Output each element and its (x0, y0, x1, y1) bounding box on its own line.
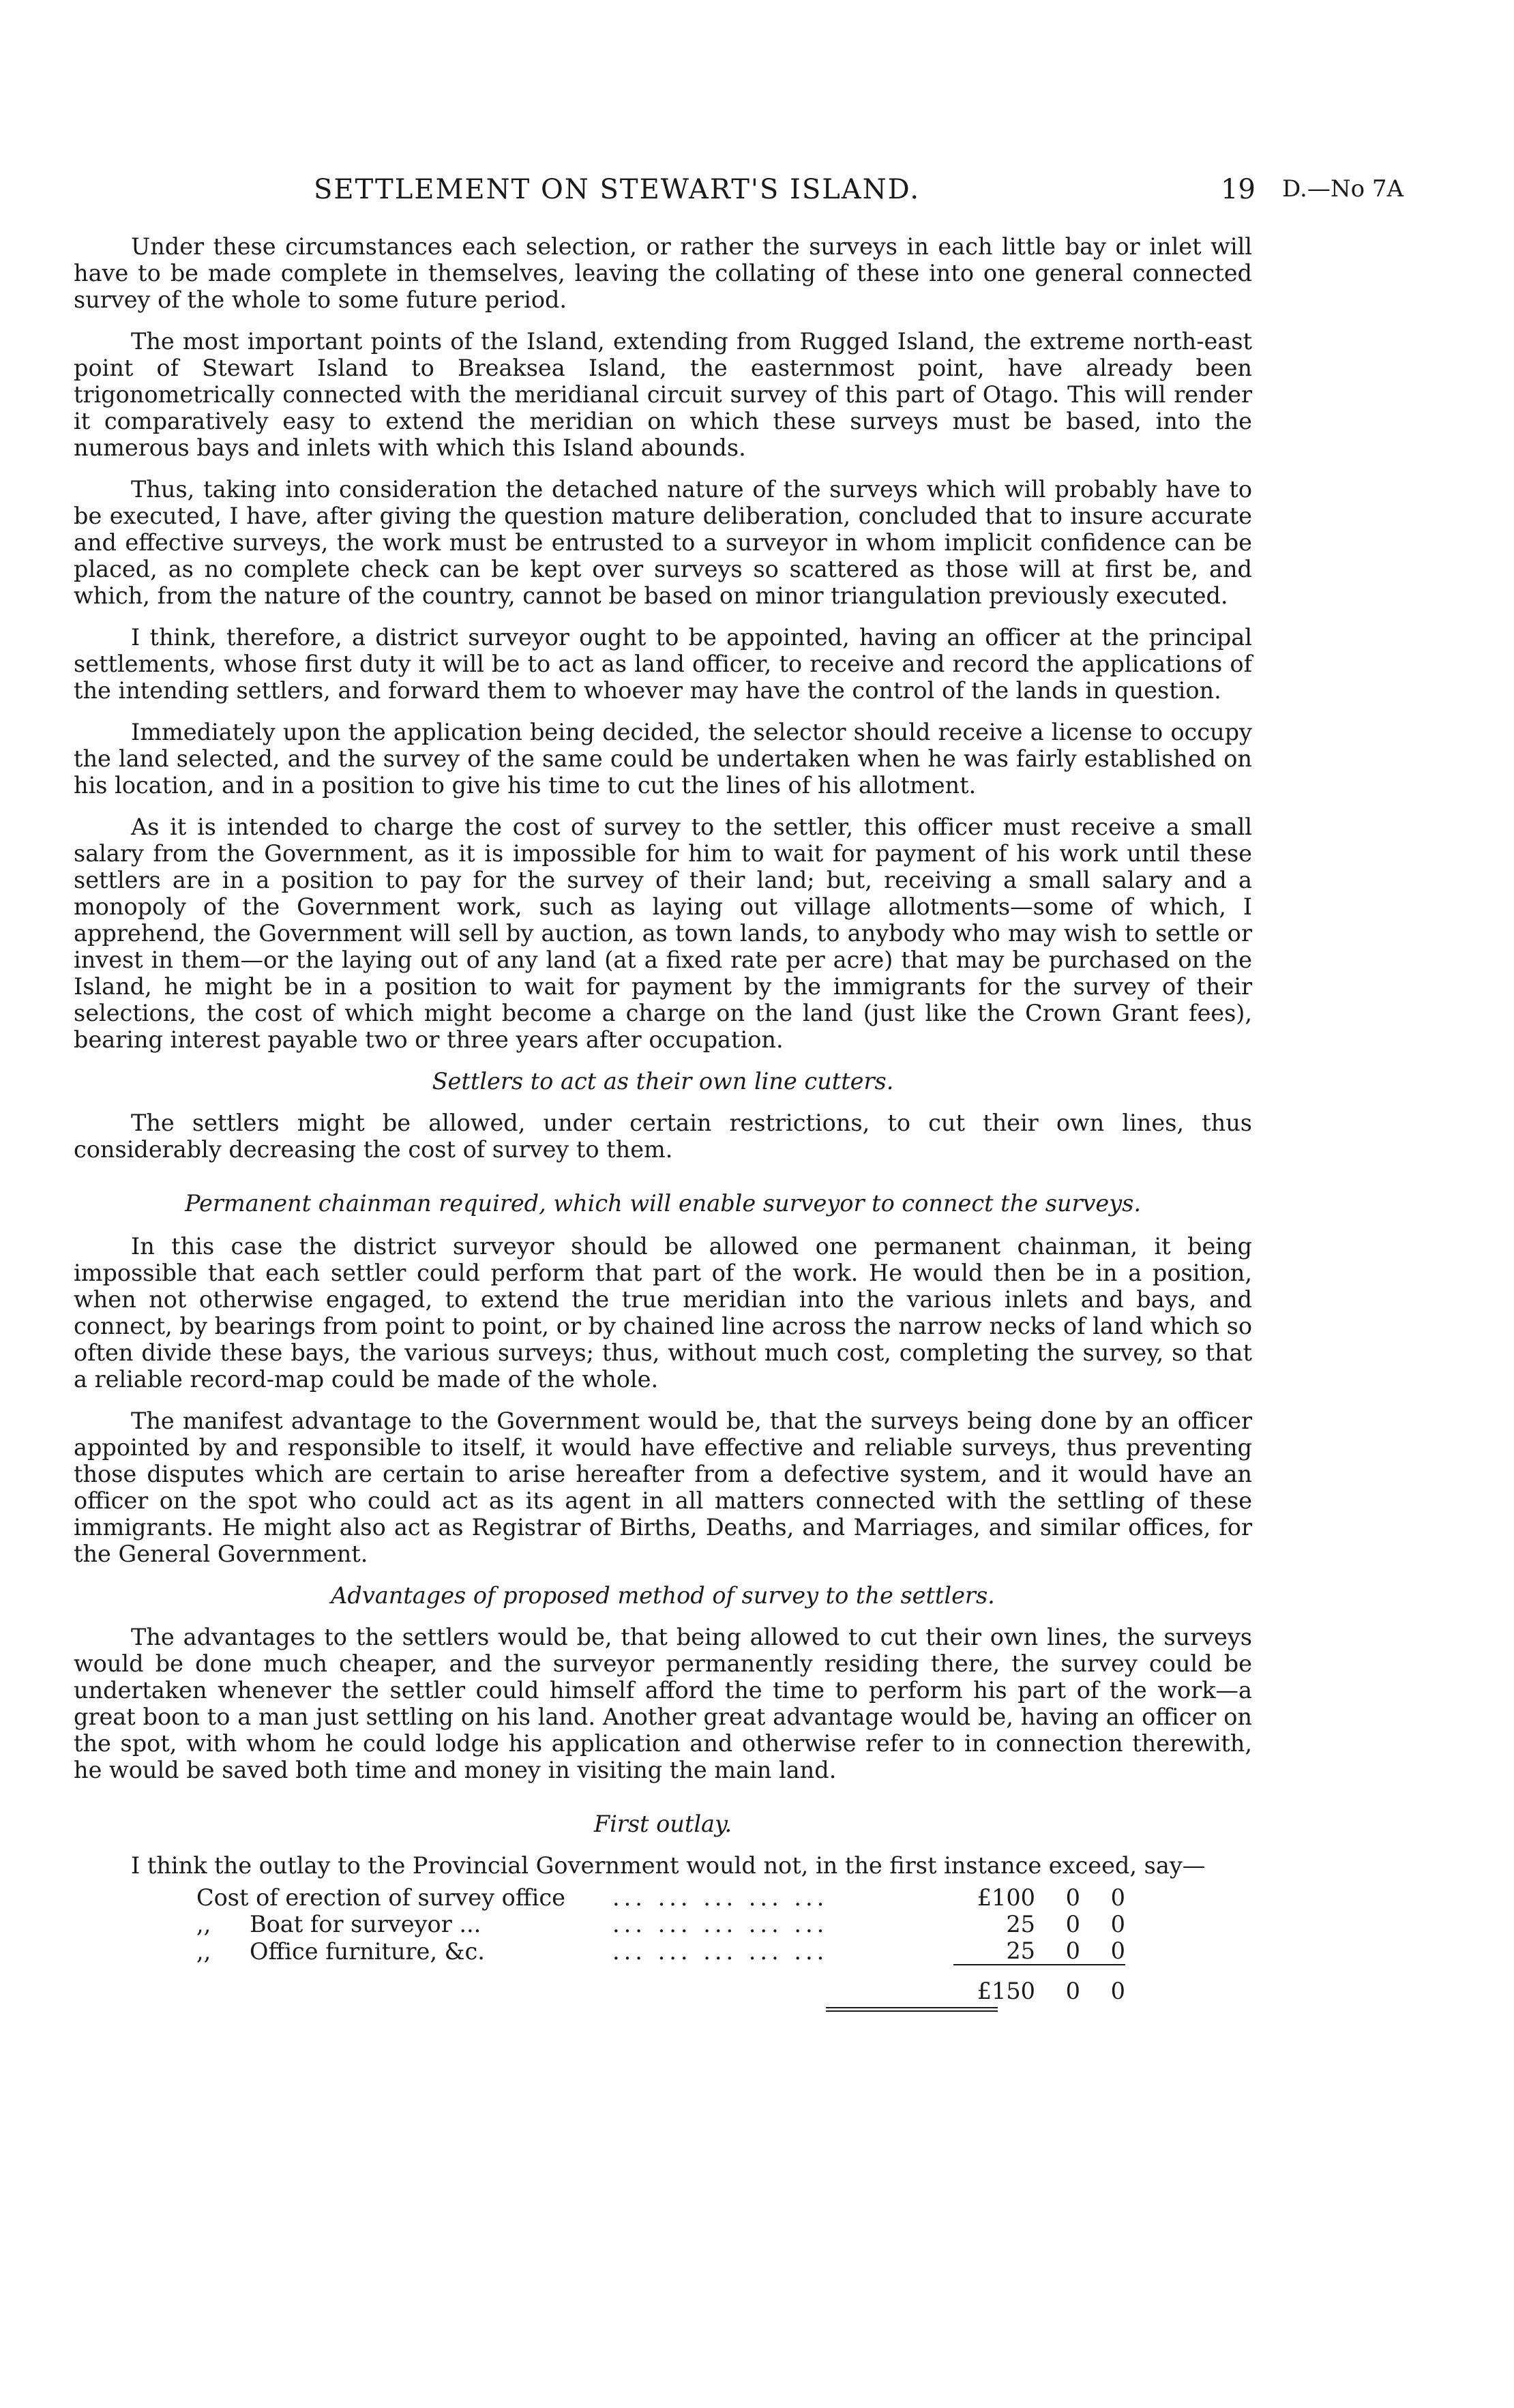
amount-shillings: 0 (1065, 1911, 1080, 1937)
amount-pounds: 25 (1006, 1911, 1035, 1937)
leader-dots: ... ... ... ... ... (612, 1938, 829, 1965)
amount-shillings: 0 (1065, 1937, 1080, 1964)
paragraph: In this case the district surveyor should be allowed one permanent chainman, it being impossible that each settler could perform that part of the work. He would then be in a position, when not otherwise engaged, to extend the true meridian into the various inlets and bays, and connect, by bearings from point to point, or by chained line across the narrow necks of land which so often divide these bays, the various surveys; thus, without much cost, completing the survey, so that a reliable record-map could be made of the whole. (74, 1233, 1252, 1393)
outlay-row (196, 1911, 1125, 1937)
total-pence: 0 (1080, 1965, 1125, 2004)
paragraph: The settlers might be allowed, under certain restrictions, to cut their own lines, thus considerably decreasing the cost of survey to them. (74, 1110, 1252, 1163)
outlay-total-row (196, 1965, 1125, 2004)
amount-pence: 0 (1110, 1937, 1125, 1964)
outlay-table (196, 1884, 1125, 2004)
document-body (74, 233, 1252, 2012)
paragraph: The manifest advantage to the Government would be, that the surveys being done by an officer appointed by and responsible to itself, it would have effective and reliable surveys, thus preventing those disputes which are certain to arise hereafter from a defective system, and it would have an officer on the spot who could act as its agent in all matters connected with the settling of these immigrants. He might also act as Registrar of Births, Deaths, and Marriages, and similar offices, for the General Government. (74, 1408, 1252, 1567)
section-heading: Advantages of proposed method of survey to the settlers. (331, 1582, 995, 1609)
amount-pence: 0 (1110, 1884, 1125, 1911)
amount-pence: 0 (1110, 1911, 1125, 1937)
outlay-intro: I think the outlay to the Provincial Government would not, in the first instance exceed, say— (131, 1852, 1206, 1879)
total-pounds: £150 (953, 1965, 1035, 2004)
section-heading: Permanent chainman required, which will enable surveyor to connect the surveys. (185, 1190, 1141, 1217)
paragraph: Under these circumstances each selection, or rather the surveys in each little bay or inlet will have to be made complete in themselves, leaving the collating of these into one general connected survey of the whole to some future period. (74, 233, 1252, 313)
outlay-row (196, 1884, 1125, 1911)
running-title: SETTLEMENT ON STEWART'S ISLAND. (314, 174, 921, 205)
paragraph: I think, therefore, a district surveyor ought to be appointed, having an officer at the principal settlements, whose first duty it will be to act as land officer, to receive and record the applications of the intending settlers, and forward them to whoever may have the control of the lands in question. (74, 624, 1252, 704)
document-reference: D.—No 7A (1282, 175, 1404, 203)
outlay-row (196, 1937, 1125, 1965)
amount-pounds: £100 (977, 1884, 1035, 1911)
paragraph: As it is intended to charge the cost of survey to the settler, this officer must receive a small salary from the Government, as it is impossible for him to wait for payment of his work until these settlers are in a position to pay for the survey of their land; but, receiving a small salary and a monopoly of the Government work, such as laying out village allotments—some of which, I apprehend, the Government will sell by auction, as town lands, to anybody who may wish to settle or invest in them—or the laying out of any land (at a fixed rate per acre) that may be purchased on the Island, he might be in a position to wait for payment by the immigrants for the survey of their selections, the cost of which might become a charge on the land (just like the Crown Grant fees), bearing interest payable two or three years after occupation. (74, 814, 1252, 1053)
amount-pounds: 25 (1006, 1937, 1035, 1964)
outlay-item-label: Boat for surveyor ... (250, 1911, 481, 1937)
section-heading: First outlay. (593, 1811, 732, 1837)
outlay-item-label: Office furniture, &c. (250, 1938, 485, 1965)
total-double-rule (826, 2007, 998, 2012)
paragraph: Thus, taking into consideration the detached nature of the surveys which will probably have to be executed, I have, after giving the question mature deliberation, concluded that to insure accurate and effective surveys, the work must be entrusted to a surveyor in whom implicit confidence can be placed, as no complete check can be kept over surveys so scattered as those will at first be, and which, from the nature of the country, cannot be based on minor triangulation previously executed. (74, 476, 1252, 609)
paragraph: The most important points of the Island, extending from Rugged Island, the extreme north-east point of Stewart Island to Breaksea Island, the easternmost point, have already been trigonometrically connected with the meridianal circuit survey of this part of Otago. This will render it comparatively easy to extend the meridian on which these surveys must be based, into the numerous bays and inlets with which this Island abounds. (74, 328, 1252, 461)
paragraph: The advantages to the settlers would be, that being allowed to cut their own lines, the surveys would be done much cheaper, and the surveyor permanently residing there, the survey could be undertaken whenever the settler could himself afford the time to perform his part of the work—a great boon to a man just settling on his land. Another great advantage would be, having an officer on the spot, with whom he could lodge his application and otherwise refer to in connection therewith, he would be saved both time and money in visiting the main land. (74, 1624, 1252, 1783)
leader-dots: ... ... ... ... ... (612, 1911, 829, 1937)
leader-dots: ... ... ... ... ... (612, 1884, 829, 1911)
outlay-item-label: Cost of erection of survey office (196, 1884, 565, 1911)
ditto-mark: ,, (196, 1911, 211, 1937)
page-header (0, 174, 1514, 215)
section-heading: Settlers to act as their own line cutters. (432, 1068, 894, 1095)
paragraph: Immediately upon the application being decided, the selector should receive a license to occupy the land selected, and the survey of the same could be undertaken when he was fairly established on his location, and in a position to give his time to cut the lines of his allotment. (74, 719, 1252, 799)
amount-shillings: 0 (1065, 1884, 1080, 1911)
page-number: 19 (1221, 174, 1256, 205)
ditto-mark: ,, (196, 1938, 211, 1965)
total-shillings: 0 (1035, 1965, 1080, 2004)
